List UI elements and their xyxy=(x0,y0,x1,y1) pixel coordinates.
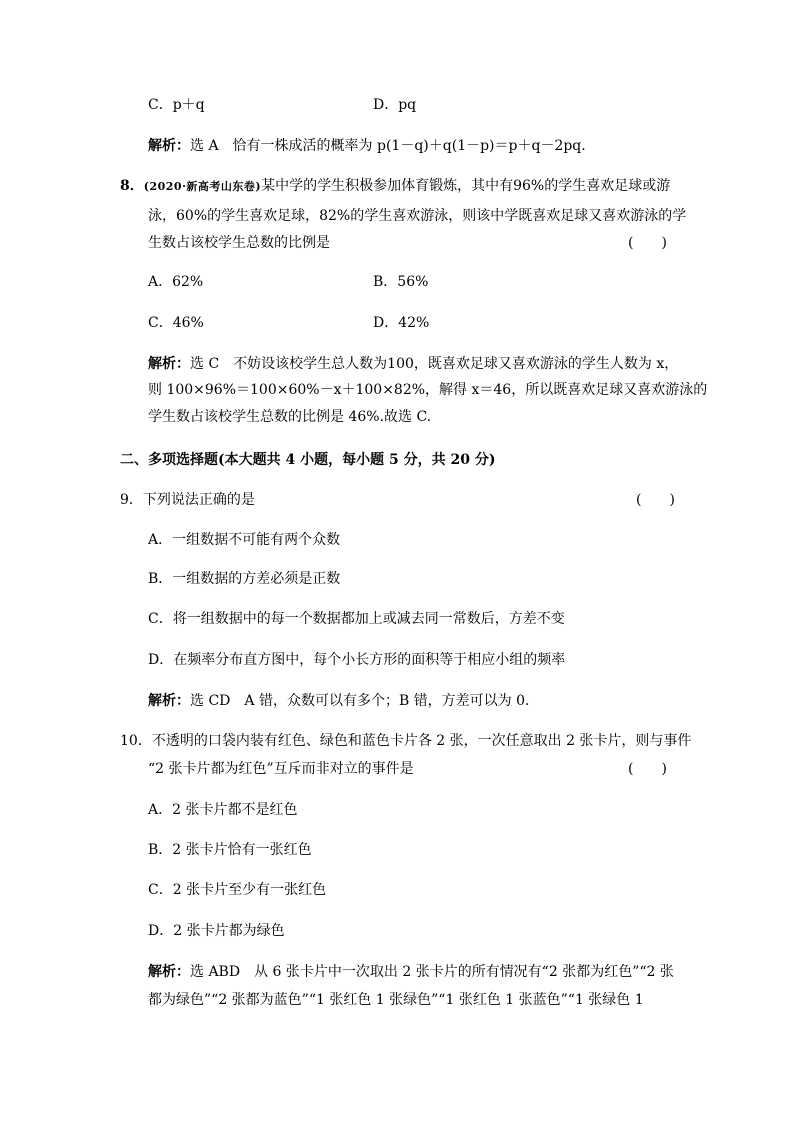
answer-paren: ( ) xyxy=(628,235,667,251)
question-source: (2020·新高考山东卷) xyxy=(143,180,262,193)
analysis-label: 解析： xyxy=(148,693,190,709)
q10-analysis-line2: 都为绿色”“2 张都为蓝色”“1 张红色 1 张绿色”“1 张红色 1 张蓝色”“1 张绿色 1 xyxy=(148,992,644,1008)
analysis-label: 解析： xyxy=(148,356,190,372)
q8-stem-line2: 泳，60%的学生喜欢足球，82%的学生喜欢游泳，则该中学既喜欢足球又喜欢游泳的学 xyxy=(148,208,687,224)
answer-paren: ( ) xyxy=(636,492,675,508)
q8-analysis-line3: 学生数占该校学生总数的比例是 46%.故选 C. xyxy=(148,409,432,425)
q8-option-d: D．42% xyxy=(373,315,430,331)
analysis-label: 解析： xyxy=(148,964,190,980)
q9-stem: 9．下列说法正确的是 xyxy=(120,492,255,508)
q8-stem-line3: 生数占该校学生总数的比例是 xyxy=(148,235,330,251)
q9-option-a: A．一组数据不可能有两个众数 xyxy=(148,532,341,548)
analysis-text: 选 A 恰有一株成活的概率为 p(1－q)＋q(1－p)＝p＋q－2pq. xyxy=(190,138,586,154)
q9-option-d: D．在频率分布直方图中，每个小长方形的面积等于相应小组的频率 xyxy=(148,652,566,668)
answer-paren: ( ) xyxy=(628,761,667,777)
q10-stem-line1: 10．不透明的口袋内装有红色、绿色和蓝色卡片各 2 张，一次任意取出 2 张卡片，则与事件 xyxy=(120,733,692,749)
section-heading: 二、多项选择题(本大题共 4 小题，每小题 5 分，共 20 分) xyxy=(120,452,496,468)
q10-analysis-line1 xyxy=(148,962,674,982)
q7-analysis xyxy=(148,136,586,156)
q10-option-d: D．2 张卡片都为绿色 xyxy=(148,923,285,939)
q8-option-b: B．56% xyxy=(373,274,429,290)
question-number: 8． xyxy=(120,178,144,194)
analysis-text: 选 C 不妨设该校学生总人数为100，既喜欢足球又喜欢游泳的学生人数为 x， xyxy=(190,356,679,372)
q7-option-d: D．pq xyxy=(373,97,417,113)
q8-option-c: C．46% xyxy=(148,315,204,331)
q8-stem-line1 xyxy=(120,176,670,197)
q10-option-c: C．2 张卡片至少有一张红色 xyxy=(148,882,327,898)
q7-option-c: C．p＋q xyxy=(148,97,205,113)
stem-text: 某中学的学生积极参加体育锻炼，其中有96%的学生喜欢足球或游 xyxy=(261,178,671,194)
analysis-text: 选 ABD 从 6 张卡片中一次取出 2 张卡片的所有情况有“2 张都为红色”“2 张 xyxy=(190,964,674,980)
q9-option-c: C．将一组数据中的每一个数据都加上或减去同一常数后，方差不变 xyxy=(148,611,565,627)
q10-stem-line2: “2 张卡片都为红色”互斥而非对立的事件是 xyxy=(148,761,414,777)
q10-option-b: B．2 张卡片恰有一张红色 xyxy=(148,842,312,858)
analysis-text: 选 CD A 错，众数可以有多个；B 错，方差可以为 0. xyxy=(190,693,530,709)
q9-option-b: B．一组数据的方差必须是正数 xyxy=(148,571,341,587)
q8-analysis-line1 xyxy=(148,354,678,374)
analysis-label: 解析： xyxy=(148,138,190,154)
q9-analysis xyxy=(148,691,530,711)
q8-analysis-line2: 则 100×96%＝100×60%－x＋100×82%，解得 x＝46，所以既喜欢足球又喜欢游泳的 xyxy=(148,382,708,398)
q10-option-a: A．2 张卡片都不是红色 xyxy=(148,802,298,818)
q8-option-a: A．62% xyxy=(148,274,204,290)
